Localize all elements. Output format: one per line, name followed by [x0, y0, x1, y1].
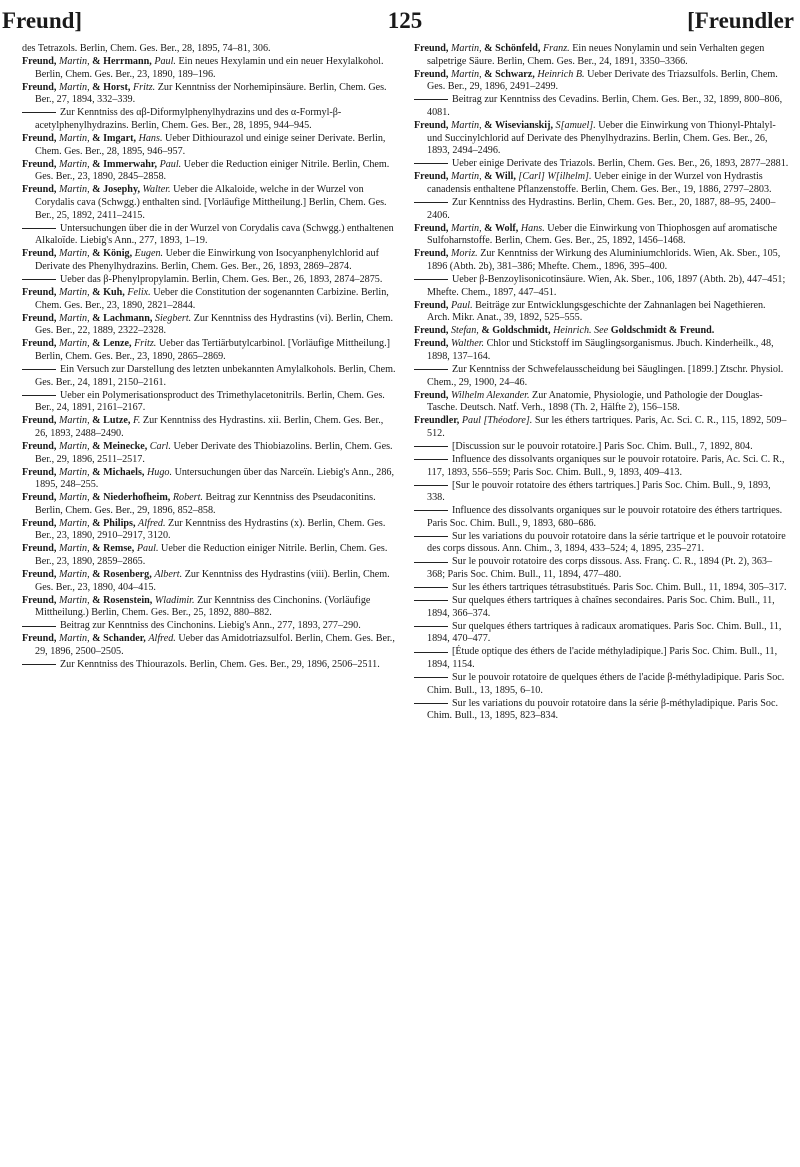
running-head-right: [Freundler [687, 8, 794, 33]
entry-text: [Sur le pouvoir rotatoire des éthers tartriques.] Paris Soc. Chim. Bull., 9, 1893, 338. [427, 479, 771, 504]
author-given-name: Wladimir. [154, 594, 195, 606]
author-surname: & Goldschmidt, [481, 325, 554, 337]
entry-authors [414, 223, 545, 234]
entry-text: Ueber einige in der Wurzel von Hydrastis canadensis enthaltene Pflanzenstoffe. Berlin, Chem. Ges. Ber., 19, 1886, 2797–2803. [427, 171, 772, 195]
ditto-dash [414, 703, 448, 704]
bibliography-subentry [414, 556, 789, 581]
entry-authors [22, 595, 195, 606]
author-given-name: Carl. [149, 440, 171, 452]
bibliography-subentry [22, 659, 397, 672]
entry-authors [22, 518, 165, 529]
entry-text: Sur les éthers tartriques tétrasubstitués. Paris Soc. Chim. Bull., 11, 1894, 305–317. [452, 582, 787, 594]
entry-text: Ein neues Nonylamin und sein Verhalten gegen salpetrige Säure. Berlin, Chem. Ges. Ber., 24, 1891, 3350–3366. [427, 43, 765, 67]
entry-authors [22, 415, 140, 426]
author-surname: & Josephy, [92, 184, 143, 196]
author-given-name: Eugen. [134, 248, 164, 260]
bibliography-entry [414, 325, 789, 338]
author-surname: Freund, [414, 248, 451, 260]
ditto-dash [414, 279, 448, 280]
author-given-name: Martin, [450, 68, 485, 80]
author-surname: & Philips, [92, 517, 139, 529]
bibliography-entry [414, 223, 789, 248]
author-given-name: Stefan, [450, 325, 482, 337]
left-column [22, 43, 397, 672]
entry-text: Zur Kenntniss der Norhemipinsäure. Berlin, Chem. Ges. Ber., 27, 1894, 332–339. [35, 81, 387, 106]
author-surname: Freund, [22, 132, 59, 144]
running-head-left: Freund] [2, 8, 83, 33]
bibliography-subentry [414, 582, 789, 595]
bibliography-entry [22, 415, 397, 440]
entry-text: Ueber einige Derivate des Triazols. Berlin, Chem. Ges. Ber., 26, 1893, 2877–2881. [452, 158, 789, 170]
bibliography-subentry [22, 107, 397, 132]
bibliography-entry [414, 248, 789, 273]
entry-authors [22, 248, 163, 259]
author-given-name: Paul. [159, 158, 182, 170]
entry-text: Sur quelques éthers tartriques à chaînes secondaires. Paris Soc. Chim. Bull., 11, 1894, 366–374. [427, 595, 775, 619]
ditto-dash [22, 279, 56, 280]
author-given-name: F. [132, 415, 141, 427]
author-surname: Freund, [414, 389, 451, 401]
entry-text: Ueber die Einwirkung von Thionyl-Phtalyl- und Succinylchlorid auf Derivate des Phenylhydrazins. Berlin, Chem. Ges. Ber., 26, 1893, 2494–2496. [427, 119, 776, 157]
author-surname: & Wolf, [484, 222, 521, 234]
bibliography-entry [22, 569, 397, 594]
author-given-name: Martin, [450, 119, 485, 131]
author-surname: Freund, [22, 184, 59, 196]
author-surname: & Schwarz, [484, 68, 538, 80]
bibliography-entry [414, 390, 789, 415]
entry-text: Beitrag zur Kenntniss des Cevadins. Berlin, Chem. Ges. Ber., 32, 1899, 800–806, 4081. [427, 94, 783, 118]
entry-text: Ueber Derivate des Thiobiazolins. Berlin, Chem. Ges. Ber., 29, 1896, 2511–2517. [35, 440, 393, 465]
author-given-name: S[amuel]. [555, 119, 596, 131]
entry-text: Ueber das Amidotriazsulfol. Berlin, Chem. Ges. Ber., 29, 1896, 2500–2505. [35, 633, 395, 658]
author-surname: Freund, [22, 415, 59, 427]
ditto-dash [414, 446, 448, 447]
bibliography-entry [22, 467, 397, 492]
author-given-name: Martin, [58, 543, 93, 555]
entry-authors [22, 133, 162, 144]
author-surname: Freund, [414, 325, 451, 337]
author-surname: & Lenze, [92, 338, 135, 350]
ditto-dash [414, 677, 448, 678]
entry-authors [22, 569, 182, 580]
author-given-name: Martin, [58, 286, 93, 298]
entry-text: Ein Versuch zur Darstellung des letzten unbekannten Amylalkohols. Berlin, Chem. Ges. Ber., 24, 1891, 2150–2161. [35, 363, 396, 388]
author-surname: & Immerwahr, [92, 158, 160, 170]
entry-text: Zur Kenntniss des αβ-Diformylphenylhydrazins und des α-Formyl-β-acetylphenylhydrazins. Berlin, Chem. Ges. Ber., 28, 1895, 944–945. [35, 107, 342, 131]
entry-text: Ueber die Reduction einiger Nitrile. Berlin, Chem. Ges. Ber., 23, 1890, 2845–2858. [35, 158, 390, 183]
author-surname: & Michaels, [92, 466, 147, 478]
entry-authors [22, 441, 171, 452]
entry-text: Ueber die Alkaloide, welche in der Wurzel von Corydalis cava (Schwgg.) enthalten sind. [Vorläufige Mittheilung.] Berlin, Chem. Ges. Ber., 25, 1892, 2411–2415. [35, 184, 387, 221]
bibliography-subentry [22, 274, 397, 287]
author-surname: Freund, [414, 68, 451, 80]
author-given-name: Paul [Théodore]. [461, 415, 533, 427]
author-surname: & Lutze, [92, 415, 133, 427]
author-given-name: Martin, [58, 594, 93, 606]
entry-text: Influence des dissolvants organiques sur le pouvoir rotatoire des éthers tartriques. Paris Soc. Chim. Bull., 9, 1893, 680–686. [427, 505, 783, 529]
entry-authors [414, 248, 478, 259]
entry-text: Chlor und Stickstoff im Säuglingsorganismus. Jbuch. Kinderheilk., 48, 1898, 137–164. [427, 338, 774, 362]
entry-text: Sur le pouvoir rotatoire des corps dissous. Ass. Franç. C. R., 1894 (Pt. 2), 363–368; Paris Soc. Chim. Bull., 11, 1894, 477–480. [427, 556, 773, 581]
author-given-name: Martin, [58, 466, 93, 478]
author-given-name: Paul. [154, 56, 176, 67]
author-given-name: Martin, [58, 338, 93, 350]
author-surname: Freund, [22, 543, 59, 555]
ditto-dash [22, 112, 56, 113]
bibliography-subentry [414, 621, 789, 646]
entry-authors [22, 492, 203, 503]
entry-authors [22, 467, 172, 478]
entry-authors [414, 325, 714, 336]
bibliography-entry [22, 441, 397, 466]
entry-authors [22, 287, 151, 298]
bibliography-subentry [414, 505, 789, 530]
bibliography-entry [22, 82, 397, 107]
ditto-dash [414, 626, 448, 627]
author-surname: Freundler, [414, 415, 462, 427]
ditto-dash [414, 600, 448, 601]
bibliography-subentry [414, 94, 789, 119]
author-given-name: Moriz. [450, 248, 478, 260]
bibliography-subentry [22, 390, 397, 415]
entry-text: Beitrag zur Kenntniss des Pseudaconitins. Berlin, Chem. Ges. Ber., 29, 1896, 852–858. [35, 492, 376, 516]
entry-text: Ueber Dithiourazol und einige seiner Derivate. Berlin, Chem. Ges. Ber., 28, 1895, 946–957. [35, 132, 386, 157]
bibliography-subentry [414, 698, 789, 723]
bibliography-entry [22, 184, 397, 222]
bibliography-entry [414, 171, 789, 196]
entry-text: Ueber die Einwirkung von Isocyanphenylchlorid auf Derivate des Phenylhydrazins. Berlin, Chem. Ges. Ber., 26, 1893, 2869–2874. [35, 248, 379, 272]
author-surname: & Horst, [92, 81, 133, 93]
bibliography-subentry [414, 480, 789, 505]
entry-authors [22, 543, 159, 554]
bibliography-entry [22, 595, 397, 620]
bibliography-entry [414, 300, 789, 325]
author-given-name: Hans. [520, 222, 545, 234]
bibliography-subentry [414, 672, 789, 697]
author-given-name: Hans. [138, 132, 163, 144]
author-given-name: Martin, [58, 569, 93, 581]
author-given-name: Martin, [58, 492, 93, 504]
author-given-name: Fritz. [132, 81, 156, 93]
entry-authors [414, 171, 592, 182]
bibliography-entry [414, 43, 789, 68]
author-given-name: Hugo. [147, 466, 173, 478]
entry-authors [414, 390, 530, 401]
author-surname: & Schander, [92, 633, 149, 645]
author-surname: Freund, [22, 466, 59, 478]
bibliography-entry [22, 313, 397, 338]
entry-text: [Discussion sur le pouvoir rotatoire.] Paris Soc. Chim. Bull., 7, 1892, 804. [452, 440, 753, 452]
bibliography-subentry [414, 441, 789, 454]
bibliography-subentry [414, 158, 789, 171]
bibliography-entry [22, 633, 397, 658]
entry-text: Sur les variations du pouvoir rotatoire dans la série β-méthyladipique. Paris Soc. Chim. Bull., 13, 1895, 823–834. [427, 697, 778, 722]
author-given-name: Fritz. [134, 338, 157, 350]
entry-text: Zur Kenntniss des Hydrastins. Berlin, Chem. Ges. Ber., 20, 1887, 88–95, 2400–2406. [427, 196, 776, 221]
ditto-dash [414, 459, 448, 460]
bibliography-entry [22, 133, 397, 158]
entry-text: [Étude optique des éthers de l'acide méthyladipique.] Paris Soc. Chim. Bull., 11, 1894, 1154. [427, 646, 778, 671]
bibliography-subentry [22, 223, 397, 248]
author-given-name: Siegbert. [154, 312, 192, 324]
author-given-name: Walter. [142, 184, 171, 196]
entry-text: Ueber das Tertiärbutylcarbinol. [Vorläufige Mittheilung.] Berlin, Chem. Ges. Ber., 23, 1890, 2865–2869. [35, 338, 390, 362]
author-surname: & Wisevianskij, [484, 119, 556, 131]
author-surname: & Will, [484, 171, 519, 183]
author-given-name: Martin, [58, 184, 93, 196]
entry-text: Ueber die Einwirkung von Thiophosgen auf aromatische Sulfoharnstoffe. Berlin, Chem. Ges. Ber., 25, 1892, 1456–1468. [427, 222, 778, 247]
entry-authors [414, 43, 570, 54]
entry-text: Ueber die Constitution der sogenannten Carbizine. Berlin, Chem. Ges. Ber., 23, 1890, 2821–2844. [35, 286, 389, 311]
author-surname: & Schönfeld, [484, 43, 543, 54]
entry-authors [22, 56, 176, 67]
author-surname: Freund, [22, 440, 59, 452]
bibliography-subentry [414, 531, 789, 556]
entry-authors [414, 69, 585, 80]
ditto-dash [414, 536, 448, 537]
bibliography-subentry [414, 274, 789, 299]
author-surname: & Rosenberg, [92, 569, 155, 581]
entry-text: Ueber ein Polymerisationsproduct des Trimethylacetonitrils. Berlin, Chem. Ges. Ber., 24, 1891, 2161–2167. [35, 389, 385, 414]
author-given-name: Heinrich B. [537, 68, 585, 80]
author-given-name: Felix. [127, 286, 151, 298]
entry-text: Zur Kenntniss des Cinchonins. (Vorläufige Mittheilung.) Berlin, Chem. Ges. Ber., 25, 1892, 880–882. [35, 594, 371, 619]
entry-text: Ueber Derivate des Triazsulfols. Berlin, Chem. Ges. Ber., 29, 1896, 2491–2499. [427, 68, 778, 93]
bibliography-entry [22, 56, 397, 81]
author-given-name: Martin, [58, 633, 93, 645]
ditto-dash [22, 369, 56, 370]
author-given-name: Martin, [58, 248, 93, 260]
bibliography-subentry [414, 646, 789, 671]
author-given-name: Robert. [172, 492, 203, 504]
entry-text: des Tetrazols. Berlin, Chem. Ges. Ber., 28, 1895, 74–81, 306. [22, 43, 271, 54]
author-given-name: Martin, [58, 440, 93, 452]
ditto-dash [414, 163, 448, 164]
entry-text: Zur Kenntniss der Schwefelausscheidung bei Säuglingen. [1899.] Ztschr. Physiol. Chem., 29, 1900, 24–46. [427, 363, 784, 388]
page-number: 125 [387, 8, 423, 33]
entry-authors [414, 300, 473, 311]
author-given-name: Martin, [450, 171, 485, 183]
entry-authors [414, 415, 532, 426]
bibliography-subentry [414, 595, 789, 620]
bibliography-entry [22, 159, 397, 184]
author-given-name: Martin, [58, 56, 93, 67]
ditto-dash [414, 485, 448, 486]
author-surname: & Remse, [92, 543, 137, 555]
author-surname: Freund, [22, 248, 59, 260]
author-surname: Freund, [414, 171, 451, 183]
author-surname: Freund, [22, 56, 59, 67]
author-given-name: Albert. [154, 569, 183, 581]
author-surname: Freund, [414, 299, 451, 311]
running-head [2, 8, 794, 36]
ditto-dash [414, 99, 448, 100]
bibliography-subentry [22, 364, 397, 389]
entry-text: Sur les variations du pouvoir rotatoire dans la série tartrique et le pouvoir rotatoire des corps dissous. Ann. Chim., 3, 1894, 433–524; 4, 1895, 235–271. [427, 530, 786, 555]
author-surname: Freund, [22, 286, 59, 298]
entry-text: Influence des dissolvants organiques sur le pouvoir rotatoire. Paris, Ac. Sci. C. R., 117, 1893, 556–559; Paris Soc. Chim. Bull., 9, 1893, 409–413. [427, 453, 785, 478]
entry-text: Ueber die Reduction einiger Nitrile. Berlin, Chem. Ges. Ber., 23, 1890, 2859–2865. [35, 543, 388, 568]
author-given-name: Heinrich. See [553, 325, 611, 337]
entry-text: Zur Kenntniss des Hydrastins. xii. Berlin, Chem. Ges. Ber., 26, 1893, 2488–2490. [35, 415, 384, 439]
entry-authors [22, 184, 171, 195]
bibliography-subentry [414, 197, 789, 222]
author-given-name: Martin, [58, 415, 93, 427]
author-given-name: Martin, [58, 158, 93, 170]
entry-text: Zur Kenntniss des Thiourazols. Berlin, Chem. Ges. Ber., 29, 1896, 2506–2511. [60, 659, 380, 671]
entry-text: Zur Kenntniss des Hydrastins (vi). Berlin, Chem. Ges. Ber., 22, 1889, 2322–2328. [35, 312, 394, 337]
entry-authors [22, 338, 156, 349]
author-given-name: Martin, [58, 517, 93, 529]
ditto-dash [22, 395, 56, 396]
entry-authors [414, 338, 484, 349]
author-surname: Freund, [22, 81, 59, 93]
bibliography-entry [22, 518, 397, 543]
author-given-name: Martin, [58, 81, 93, 93]
author-surname: Freund, [414, 119, 451, 131]
entry-text: Ein neues Hexylamin und ein neuer Hexylalkohol. Berlin, Chem. Ges. Ber., 23, 1890, 189–196. [35, 56, 384, 80]
author-surname: & Meinecke, [92, 440, 150, 452]
entry-text: Beitrag zur Kenntniss des Cinchonins. Liebig's Ann., 277, 1893, 277–290. [60, 620, 361, 632]
author-surname: Freund, [22, 492, 59, 504]
author-surname: & Rosenstein, [92, 594, 155, 606]
bibliography-entry [22, 287, 397, 312]
author-surname: & Herrmann, [92, 56, 155, 67]
author-surname: & König, [92, 248, 135, 260]
right-column [414, 43, 789, 723]
entry-authors [22, 313, 191, 324]
author-surname: Freund, [22, 594, 59, 606]
entry-text: Sur les éthers tartriques. Paris, Ac. Sci. C. R., 115, 1892, 509–512. [427, 415, 787, 439]
author-given-name: Alfred. [148, 633, 176, 645]
entry-text: Ueber β-Benzoylisonicotinsäure. Wien, Ak. Sber., 106, 1897 (Abth. 2b), 447–451; Mhefte. Chem., 1897, 447–451. [427, 273, 786, 298]
entry-authors [22, 159, 181, 170]
entry-text: Zur Kenntniss der Wirkung des Aluminiumchlorids. Wien, Ak. Sber., 105, 1896 (Abth. 2b), 381–386; Mhefte. Chem., 1896, 395–400. [427, 248, 781, 272]
bibliography-entry [22, 248, 397, 273]
author-given-name: Walther. [450, 338, 485, 350]
entry-text: Sur le pouvoir rotatoire de quelques éthers de l'acide β-méthyladipique. Paris Soc. Chim. Bull., 13, 1895, 6–10. [427, 672, 785, 696]
bibliography-entry [22, 543, 397, 568]
entry-text: Untersuchungen über die in der Wurzel von Corydalis cava (Schwgg.) enthaltenen Alkaloïde. Liebig's Ann., 277, 1893, 1–19. [35, 222, 394, 247]
author-given-name: Martin, [450, 43, 485, 54]
author-given-name: Franz. [542, 43, 570, 54]
bibliography-entry [22, 492, 397, 517]
entry-text: Untersuchungen über das Narceïn. Liebig's Ann., 286, 1895, 248–255. [35, 466, 395, 491]
entry-text: Zur Kenntniss des Hydrastins (x). Berlin, Chem. Ges. Ber., 23, 1890, 2910–2917, 3120. [35, 517, 386, 542]
entry-text: Sur quelques éthers tartriques à radicaux aromatiques. Paris Soc. Chim. Bull., 11, 1894, 470–477. [427, 620, 782, 645]
author-surname: Freund, [22, 517, 59, 529]
bibliography-entry [414, 415, 789, 440]
entry-authors [22, 633, 176, 644]
author-given-name: Martin, [58, 132, 93, 144]
entry-authors [22, 82, 155, 93]
bibliography-subentry [414, 454, 789, 479]
entry-text: Zur Anatomie, Physiologie, und Pathologie der Douglas-Tasche. Deutsch. Natf. Verh., 1898 (Th. 2, Hälfte 2), 156–158. [427, 389, 763, 414]
ditto-dash [414, 562, 448, 563]
author-surname: Freund, [414, 43, 451, 54]
bibliography-subentry [22, 620, 397, 633]
entry-authors [414, 120, 596, 131]
bibliography-entry [22, 338, 397, 363]
ditto-dash [22, 228, 56, 229]
author-surname: Freund, [22, 633, 59, 645]
ditto-dash [414, 652, 448, 653]
author-given-name: Martin, [450, 222, 485, 234]
author-surname: Freund, [22, 312, 59, 324]
entry-text: Beiträge zur Entwicklungsgeschichte der Zahnanlagen bei Nagethieren. Arch. Mikr. Anat., 39, 1892, 525–555. [427, 299, 766, 324]
author-surname: Freund, [22, 158, 59, 170]
ditto-dash [22, 626, 56, 627]
author-surname: & Kuh, [92, 286, 128, 298]
author-given-name: Paul. [136, 543, 159, 555]
ditto-dash [414, 587, 448, 588]
author-given-name: Paul. [450, 299, 473, 311]
author-surname: Freund, [22, 338, 59, 350]
continued-entry [22, 43, 397, 56]
ditto-dash [414, 369, 448, 370]
author-surname: Goldschmidt & Freund. [610, 325, 715, 337]
entry-text: Ueber das β-Phenylpropylamin. Berlin, Chem. Ges. Ber., 26, 1893, 2874–2875. [60, 273, 383, 285]
ditto-dash [414, 202, 448, 203]
ditto-dash [22, 664, 56, 665]
author-given-name: Alfred. [138, 517, 166, 529]
entry-text: Zur Kenntniss des Hydrastins (viii). Berlin, Chem. Ges. Ber., 23, 1890, 404–415. [35, 569, 390, 593]
author-surname: & Niederhofheim, [92, 492, 173, 504]
bibliography-entry [414, 338, 789, 363]
bibliography-entry [414, 120, 789, 158]
author-given-name: Wilhelm Alexander. [450, 389, 530, 401]
author-surname: Freund, [414, 338, 451, 350]
author-given-name: Martin, [58, 312, 93, 324]
author-surname: Freund, [414, 222, 451, 234]
author-given-name: [Carl] W[ilhelm]. [518, 171, 592, 183]
author-surname: Freund, [22, 569, 59, 581]
bibliography-entry [414, 69, 789, 94]
ditto-dash [414, 510, 448, 511]
bibliography-subentry [414, 364, 789, 389]
author-surname: & Lachmann, [92, 312, 155, 324]
author-surname: & Imgart, [92, 132, 139, 144]
